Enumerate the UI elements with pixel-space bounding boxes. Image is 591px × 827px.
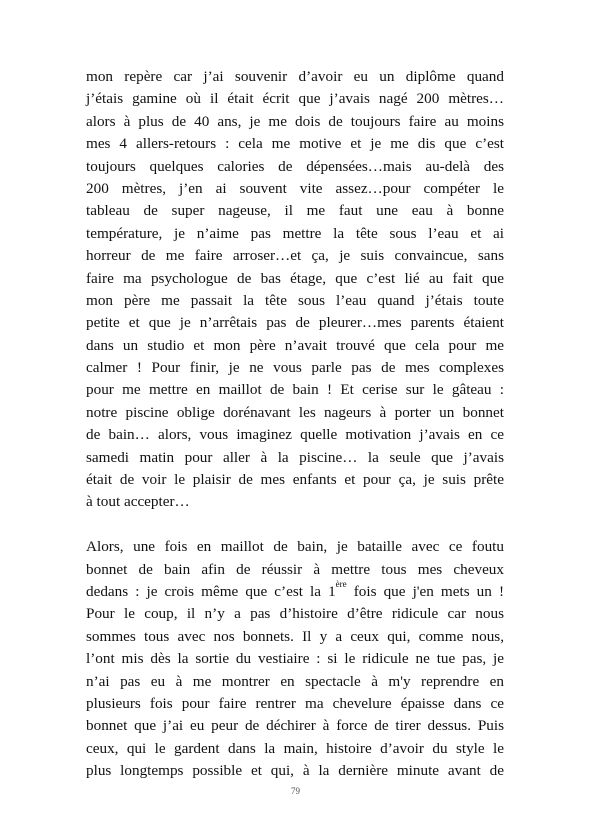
text-segment: fois que j'en mets un ! bbox=[346, 582, 504, 600]
text-line: samedi matin pour aller à la piscine… la seule que j’avais bbox=[86, 448, 504, 466]
text-line: j’étais gamine où il était écrit que j’avais nagé 200 mètres… bbox=[86, 90, 504, 108]
text-line: 200 mètres, j’en ai souvent vite assez…pour compéter le bbox=[86, 179, 504, 197]
text-line: calmer ! Pour finir, je ne vous parle pas de mes complexes bbox=[86, 359, 504, 377]
text-line: ceux, qui le gardent dans la main, histoire d’avoir du style le bbox=[86, 739, 504, 757]
text-line: plusieurs fois pour faire rentrer ma chevelure épaisse dans ce bbox=[86, 694, 504, 712]
text-line: dans un studio et mon père n’avait trouvé que cela pour me bbox=[86, 336, 504, 354]
text-line: toujours quelques calories de dépensées…mais au-delà des bbox=[86, 157, 504, 175]
text-line: de bain… alors, vous imaginez quelle motivation j’avais en ce bbox=[86, 426, 504, 444]
text-line: mes 4 allers-retours : cela me motive et je me dis que c’est bbox=[86, 135, 504, 153]
text-line: horreur de me faire arroser…et ça, je suis convaincue, sans bbox=[86, 247, 504, 265]
text-line: l’ont mis dès la sortie du vestiaire : si le ridicule ne tue pas, je bbox=[86, 650, 504, 668]
text-segment: dedans : je crois même que c’est la 1 bbox=[86, 582, 336, 600]
body-text bbox=[86, 66, 504, 783]
text-line: notre piscine oblige dorénavant les nageurs à porter un bonnet bbox=[86, 403, 504, 421]
paragraph bbox=[86, 66, 504, 514]
paragraph-gap bbox=[86, 514, 504, 536]
text-line: n’ai pas eu à me montrer en spectacle à m'y reprendre en bbox=[86, 672, 504, 690]
text-line: Pour le coup, il n’y a pas d’histoire d’être ridicule car nous bbox=[86, 605, 504, 623]
text-line: mon repère car j’ai souvenir d’avoir eu un diplôme quand bbox=[86, 68, 504, 85]
text-line: Alors, une fois en maillot de bain, je bataille avec ce foutu bbox=[86, 538, 504, 556]
text-line bbox=[86, 578, 504, 603]
text-line: température, je n’aime pas mettre la tête sous l’eau et ai bbox=[86, 224, 504, 242]
text-line: à tout accepter… bbox=[86, 493, 190, 511]
text-line: petite et que je n’arrêtais pas de pleurer…mes parents étaient bbox=[86, 314, 504, 332]
text-line: faire ma psychologue de bas étage, que c’est lié au fait que bbox=[86, 269, 504, 287]
text-line: alors à plus de 40 ans, je me dois de toujours faire au moins bbox=[86, 112, 504, 130]
ordinal-superscript: ère bbox=[335, 578, 347, 589]
text-line: était de voir le plaisir de mes enfants et pour ça, je suis prête bbox=[86, 471, 504, 489]
text-line: bonnet que j’ai eu peur de déchirer à force de tirer dessus. Puis bbox=[86, 717, 504, 735]
text-line: plus longtemps possible et qui, à la dernière minute avant de bbox=[86, 762, 504, 780]
text-line: mon père me passait la tête sous l’eau quand j’étais toute bbox=[86, 291, 504, 309]
text-line: sommes tous avec nos bonnets. Il y a ceux qui, comme nous, bbox=[86, 627, 504, 645]
text-line: pour me mettre en maillot de bain ! Et cerise sur le gâteau : bbox=[86, 381, 504, 399]
text-line: bonnet de bain afin de réussir à mettre tous mes cheveux bbox=[86, 560, 504, 578]
paragraph bbox=[86, 536, 504, 782]
text-line: tableau de super nageuse, il me faut une eau à bonne bbox=[86, 202, 504, 220]
page-number: 79 bbox=[291, 786, 300, 796]
